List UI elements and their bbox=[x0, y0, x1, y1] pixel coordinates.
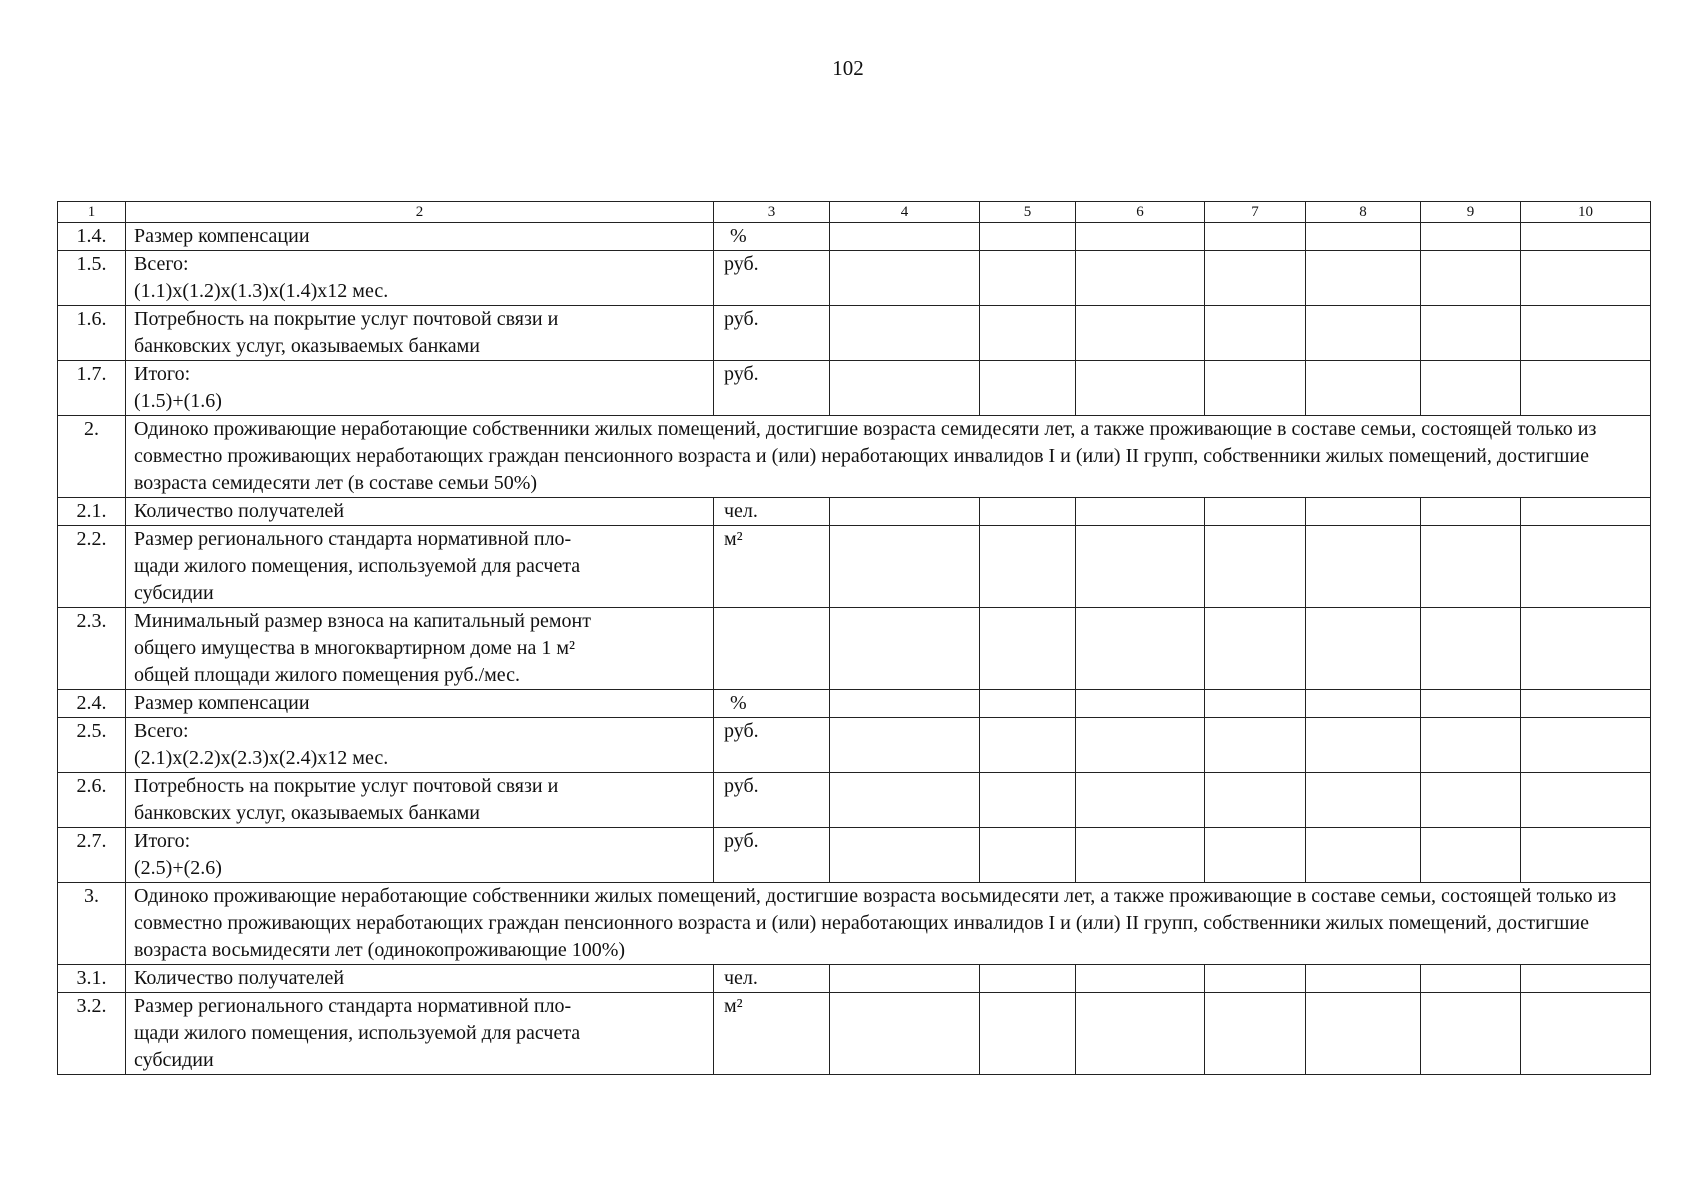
row-number: 2.2. bbox=[58, 526, 126, 608]
empty-cell bbox=[1521, 690, 1651, 718]
row-number: 2.4. bbox=[58, 690, 126, 718]
section-row bbox=[58, 883, 1651, 965]
empty-cell bbox=[980, 773, 1076, 828]
column-number: 1 bbox=[58, 202, 126, 223]
empty-cell bbox=[1521, 718, 1651, 773]
empty-cell bbox=[1421, 306, 1521, 361]
table-row bbox=[58, 526, 1651, 608]
row-label: Потребность на покрытие услуг почтовой связи и банковских услуг, оказываемых банками bbox=[126, 306, 714, 361]
empty-cell bbox=[830, 718, 980, 773]
empty-cell bbox=[1421, 223, 1521, 251]
row-label: Потребность на покрытие услуг почтовой связи и банковских услуг, оказываемых банками bbox=[126, 773, 714, 828]
table-row bbox=[58, 608, 1651, 690]
empty-cell bbox=[1205, 526, 1306, 608]
empty-cell bbox=[1521, 993, 1651, 1075]
empty-cell bbox=[830, 690, 980, 718]
row-number: 2.3. bbox=[58, 608, 126, 690]
empty-cell bbox=[980, 718, 1076, 773]
row-unit: м² bbox=[714, 993, 830, 1075]
table-row bbox=[58, 690, 1651, 718]
empty-cell bbox=[1421, 526, 1521, 608]
row-number: 3. bbox=[58, 883, 126, 965]
empty-cell bbox=[1521, 526, 1651, 608]
empty-cell bbox=[1205, 965, 1306, 993]
empty-cell bbox=[980, 965, 1076, 993]
empty-cell bbox=[830, 223, 980, 251]
empty-cell bbox=[1421, 498, 1521, 526]
table-row bbox=[58, 223, 1651, 251]
row-label: Всего: (2.1)х(2.2)х(2.3)х(2.4)х12 мес. bbox=[126, 718, 714, 773]
empty-cell bbox=[1306, 718, 1421, 773]
column-number: 7 bbox=[1205, 202, 1306, 223]
column-number: 5 bbox=[980, 202, 1076, 223]
page-number: 102 bbox=[832, 56, 864, 80]
empty-cell bbox=[1205, 718, 1306, 773]
empty-cell bbox=[1521, 773, 1651, 828]
empty-cell bbox=[1205, 306, 1306, 361]
empty-cell bbox=[1205, 993, 1306, 1075]
column-number: 6 bbox=[1076, 202, 1205, 223]
empty-cell bbox=[830, 526, 980, 608]
section-title: Одиноко проживающие неработающие собственники жилых помещений, достигшие возраста восьмидесяти лет, а также проживающие в составе семьи, состоящей только из совместно проживающих неработающих граждан пенсионного возраста и (или) неработающих инвалидов I и (или) II групп, собственники жилых помещений, достигшие возраста восьмидесяти лет (одинокопроживающие 100%) bbox=[126, 883, 1651, 965]
row-unit: % bbox=[714, 690, 830, 718]
empty-cell bbox=[1076, 993, 1205, 1075]
table-row bbox=[58, 993, 1651, 1075]
empty-cell bbox=[1306, 608, 1421, 690]
empty-cell bbox=[830, 251, 980, 306]
row-label: Размер регионального стандарта нормативной пло- щади жилого помещения, используемой для расчета субсидии bbox=[126, 993, 714, 1075]
table-row bbox=[58, 361, 1651, 416]
column-number-row bbox=[58, 202, 1651, 223]
empty-cell bbox=[1076, 526, 1205, 608]
column-number: 3 bbox=[714, 202, 830, 223]
column-number: 4 bbox=[830, 202, 980, 223]
empty-cell bbox=[980, 498, 1076, 526]
row-unit: % bbox=[714, 223, 830, 251]
row-label: Размер регионального стандарта нормативной пло- щади жилого помещения, используемой для расчета субсидии bbox=[126, 526, 714, 608]
row-number: 2.6. bbox=[58, 773, 126, 828]
row-number: 2.5. bbox=[58, 718, 126, 773]
empty-cell bbox=[1421, 690, 1521, 718]
row-label: Минимальный размер взноса на капитальный ремонт общего имущества в многоквартирном доме на 1 м² общей площади жилого помещения руб./мес. bbox=[126, 608, 714, 690]
row-unit: чел. bbox=[714, 498, 830, 526]
empty-cell bbox=[1521, 361, 1651, 416]
table-row bbox=[58, 773, 1651, 828]
row-number: 3.1. bbox=[58, 965, 126, 993]
empty-cell bbox=[1306, 993, 1421, 1075]
empty-cell bbox=[1205, 608, 1306, 690]
empty-cell bbox=[1306, 526, 1421, 608]
empty-cell bbox=[980, 690, 1076, 718]
row-label: Количество получателей bbox=[126, 965, 714, 993]
empty-cell bbox=[1205, 361, 1306, 416]
empty-cell bbox=[1421, 965, 1521, 993]
empty-cell bbox=[1076, 828, 1205, 883]
empty-cell bbox=[980, 993, 1076, 1075]
empty-cell bbox=[1205, 773, 1306, 828]
table-row bbox=[58, 306, 1651, 361]
row-unit: чел. bbox=[714, 965, 830, 993]
empty-cell bbox=[830, 361, 980, 416]
row-unit: руб. bbox=[714, 773, 830, 828]
empty-cell bbox=[1421, 718, 1521, 773]
empty-cell bbox=[1306, 306, 1421, 361]
empty-cell bbox=[1076, 251, 1205, 306]
empty-cell bbox=[1076, 306, 1205, 361]
empty-cell bbox=[1306, 965, 1421, 993]
section-title: Одиноко проживающие неработающие собственники жилых помещений, достигшие возраста семидесяти лет, а также проживающие в составе семьи, состоящей только из совместно проживающих неработающих граждан пенсионного возраста и (или) неработающих инвалидов I и (или) II групп, собственники жилых помещений, достигшие возраста семидесяти лет (в составе семьи 50%) bbox=[126, 416, 1651, 498]
empty-cell bbox=[1076, 608, 1205, 690]
empty-cell bbox=[830, 965, 980, 993]
column-number: 10 bbox=[1521, 202, 1651, 223]
column-number: 2 bbox=[126, 202, 714, 223]
empty-cell bbox=[1421, 773, 1521, 828]
table-row bbox=[58, 965, 1651, 993]
row-unit: руб. bbox=[714, 251, 830, 306]
row-unit: руб. bbox=[714, 718, 830, 773]
row-unit bbox=[714, 608, 830, 690]
row-number: 1.4. bbox=[58, 223, 126, 251]
empty-cell bbox=[830, 306, 980, 361]
empty-cell bbox=[980, 251, 1076, 306]
row-label: Размер компенсации bbox=[126, 690, 714, 718]
row-unit: руб. bbox=[714, 361, 830, 416]
compensation-table bbox=[57, 201, 1651, 1075]
empty-cell bbox=[1521, 965, 1651, 993]
empty-cell bbox=[1205, 223, 1306, 251]
row-label: Итого: (1.5)+(1.6) bbox=[126, 361, 714, 416]
empty-cell bbox=[1205, 251, 1306, 306]
row-unit: м² bbox=[714, 526, 830, 608]
empty-cell bbox=[1306, 828, 1421, 883]
empty-cell bbox=[1521, 608, 1651, 690]
section-row bbox=[58, 416, 1651, 498]
row-number: 3.2. bbox=[58, 993, 126, 1075]
empty-cell bbox=[1205, 498, 1306, 526]
empty-cell bbox=[1076, 690, 1205, 718]
empty-cell bbox=[1205, 828, 1306, 883]
row-number: 1.6. bbox=[58, 306, 126, 361]
empty-cell bbox=[1306, 251, 1421, 306]
empty-cell bbox=[1306, 773, 1421, 828]
column-number: 8 bbox=[1306, 202, 1421, 223]
empty-cell bbox=[1076, 718, 1205, 773]
empty-cell bbox=[830, 608, 980, 690]
empty-cell bbox=[1521, 223, 1651, 251]
empty-cell bbox=[1521, 306, 1651, 361]
empty-cell bbox=[1421, 828, 1521, 883]
empty-cell bbox=[830, 773, 980, 828]
empty-cell bbox=[1306, 690, 1421, 718]
table-row bbox=[58, 718, 1651, 773]
empty-cell bbox=[1421, 361, 1521, 416]
row-number: 1.5. bbox=[58, 251, 126, 306]
row-label: Количество получателей bbox=[126, 498, 714, 526]
empty-cell bbox=[980, 223, 1076, 251]
table-row bbox=[58, 828, 1651, 883]
empty-cell bbox=[830, 828, 980, 883]
row-number: 2.7. bbox=[58, 828, 126, 883]
row-unit: руб. bbox=[714, 828, 830, 883]
row-number: 2. bbox=[58, 416, 126, 498]
empty-cell bbox=[980, 526, 1076, 608]
empty-cell bbox=[1205, 690, 1306, 718]
empty-cell bbox=[1306, 223, 1421, 251]
empty-cell bbox=[980, 306, 1076, 361]
empty-cell bbox=[1076, 773, 1205, 828]
empty-cell bbox=[1076, 498, 1205, 526]
row-label: Всего: (1.1)х(1.2)х(1.3)х(1.4)х12 мес. bbox=[126, 251, 714, 306]
row-unit: руб. bbox=[714, 306, 830, 361]
empty-cell bbox=[1521, 498, 1651, 526]
empty-cell bbox=[1076, 361, 1205, 416]
empty-cell bbox=[1076, 965, 1205, 993]
empty-cell bbox=[1306, 498, 1421, 526]
empty-cell bbox=[1076, 223, 1205, 251]
empty-cell bbox=[830, 993, 980, 1075]
row-number: 2.1. bbox=[58, 498, 126, 526]
empty-cell bbox=[1421, 608, 1521, 690]
table-row bbox=[58, 251, 1651, 306]
empty-cell bbox=[980, 828, 1076, 883]
empty-cell bbox=[980, 361, 1076, 416]
empty-cell bbox=[1306, 361, 1421, 416]
empty-cell bbox=[980, 608, 1076, 690]
empty-cell bbox=[830, 498, 980, 526]
row-label: Размер компенсации bbox=[126, 223, 714, 251]
empty-cell bbox=[1421, 993, 1521, 1075]
row-number: 1.7. bbox=[58, 361, 126, 416]
table-row bbox=[58, 498, 1651, 526]
empty-cell bbox=[1521, 251, 1651, 306]
column-number: 9 bbox=[1421, 202, 1521, 223]
empty-cell bbox=[1421, 251, 1521, 306]
row-label: Итого: (2.5)+(2.6) bbox=[126, 828, 714, 883]
empty-cell bbox=[1521, 828, 1651, 883]
